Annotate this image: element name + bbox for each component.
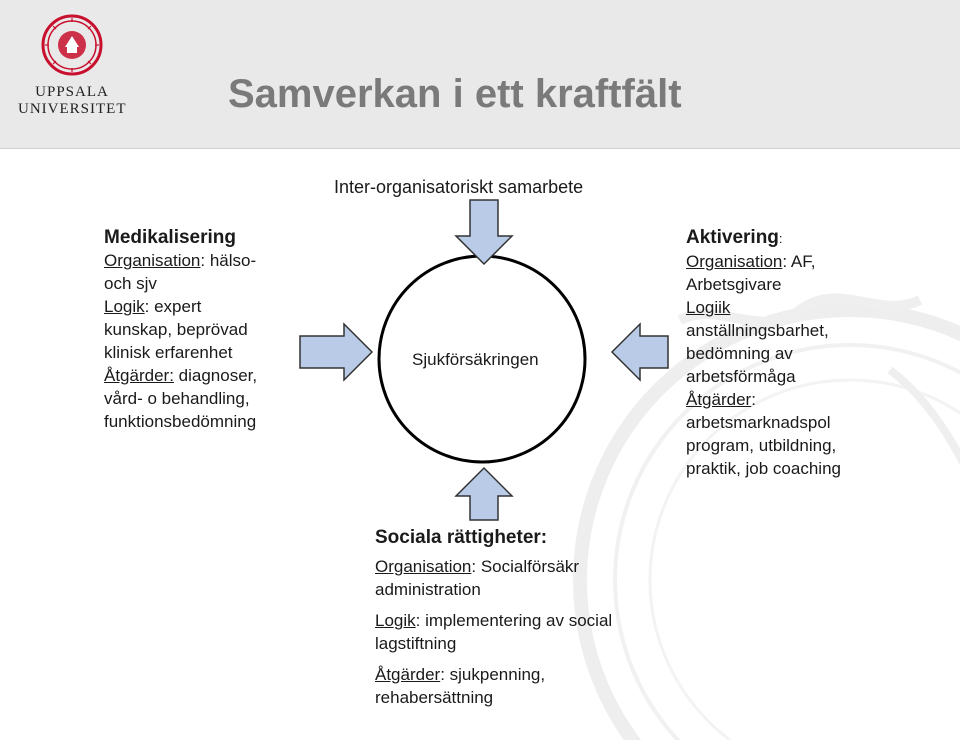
arrow-bottom (456, 468, 512, 520)
medikalisering-box (104, 226, 304, 433)
left-logic-label: Logik (104, 297, 145, 316)
bottom-logic-text: : implementering av social (415, 611, 613, 630)
left-logic-text-2: kunskap, beprövad (104, 320, 248, 339)
left-org-text: : hälso- (200, 251, 257, 270)
bottom-logic-label: Logik (375, 611, 416, 630)
left-action-label: Åtgärder: (104, 366, 174, 385)
left-logic-text: : expert (144, 297, 202, 316)
right-org-text: : AF, (782, 252, 816, 271)
right-action-text: : (751, 390, 756, 409)
right-heading-suffix: : (778, 231, 783, 246)
left-heading: Medikalisering (104, 227, 236, 248)
right-org-label: Organisation (686, 252, 783, 271)
left-logic-text-3: klinisk erfarenhet (104, 343, 233, 362)
sociala-rattigheter-box (375, 526, 675, 709)
right-action-text-3: program, utbildning, (686, 436, 837, 455)
left-action-text-2: vård- o behandling, (104, 389, 250, 408)
right-action-text-4: praktik, job coaching (686, 459, 841, 478)
right-logic-text-2: bedömning av (686, 344, 793, 363)
bottom-heading-suffix: : (540, 527, 548, 548)
center-label: Sjukförsäkringen (412, 350, 539, 369)
logo-text-universitet: UNIVERSITET (18, 101, 127, 117)
left-action-text-3: funktionsbedömning (104, 412, 257, 431)
bottom-action-text: : sjukpenning, (440, 665, 546, 684)
right-logic-text-3: arbetsförmåga (686, 367, 796, 386)
page-title: Samverkan i ett kraftfält (228, 72, 682, 116)
inter-organisational-label: Inter-organisatoriskt samarbete (334, 177, 584, 197)
left-action-text: diagnoser, (173, 366, 258, 385)
right-action-text-2: arbetsmarknadspol (686, 413, 831, 432)
bottom-org-text: : Socialförsäkr (471, 557, 580, 576)
right-logic-label: Logiik (686, 298, 731, 317)
bottom-action-label: Åtgärder (375, 665, 441, 684)
left-org-text-2: och sjv (104, 274, 157, 293)
right-logic-text: anställningsbarhet, (686, 321, 829, 340)
logo-text-uppsala: UPPSALA (35, 84, 109, 100)
arrow-left (300, 324, 372, 380)
aktivering-box (686, 226, 886, 480)
bottom-org-text-2: administration (375, 580, 481, 599)
right-action-label: Åtgärder (686, 390, 752, 409)
left-org-label: Organisation (104, 251, 201, 270)
bottom-heading: Sociala rättigheter (375, 527, 541, 548)
right-org-text-2: Arbetsgivare (686, 275, 782, 294)
bottom-logic-text-2: lagstiftning (375, 634, 457, 653)
arrow-right (612, 324, 668, 380)
arrow-top (456, 200, 512, 264)
bottom-org-label: Organisation (375, 557, 472, 576)
right-heading: Aktivering (686, 227, 779, 248)
bottom-action-text-2: rehabersättning (375, 688, 494, 707)
